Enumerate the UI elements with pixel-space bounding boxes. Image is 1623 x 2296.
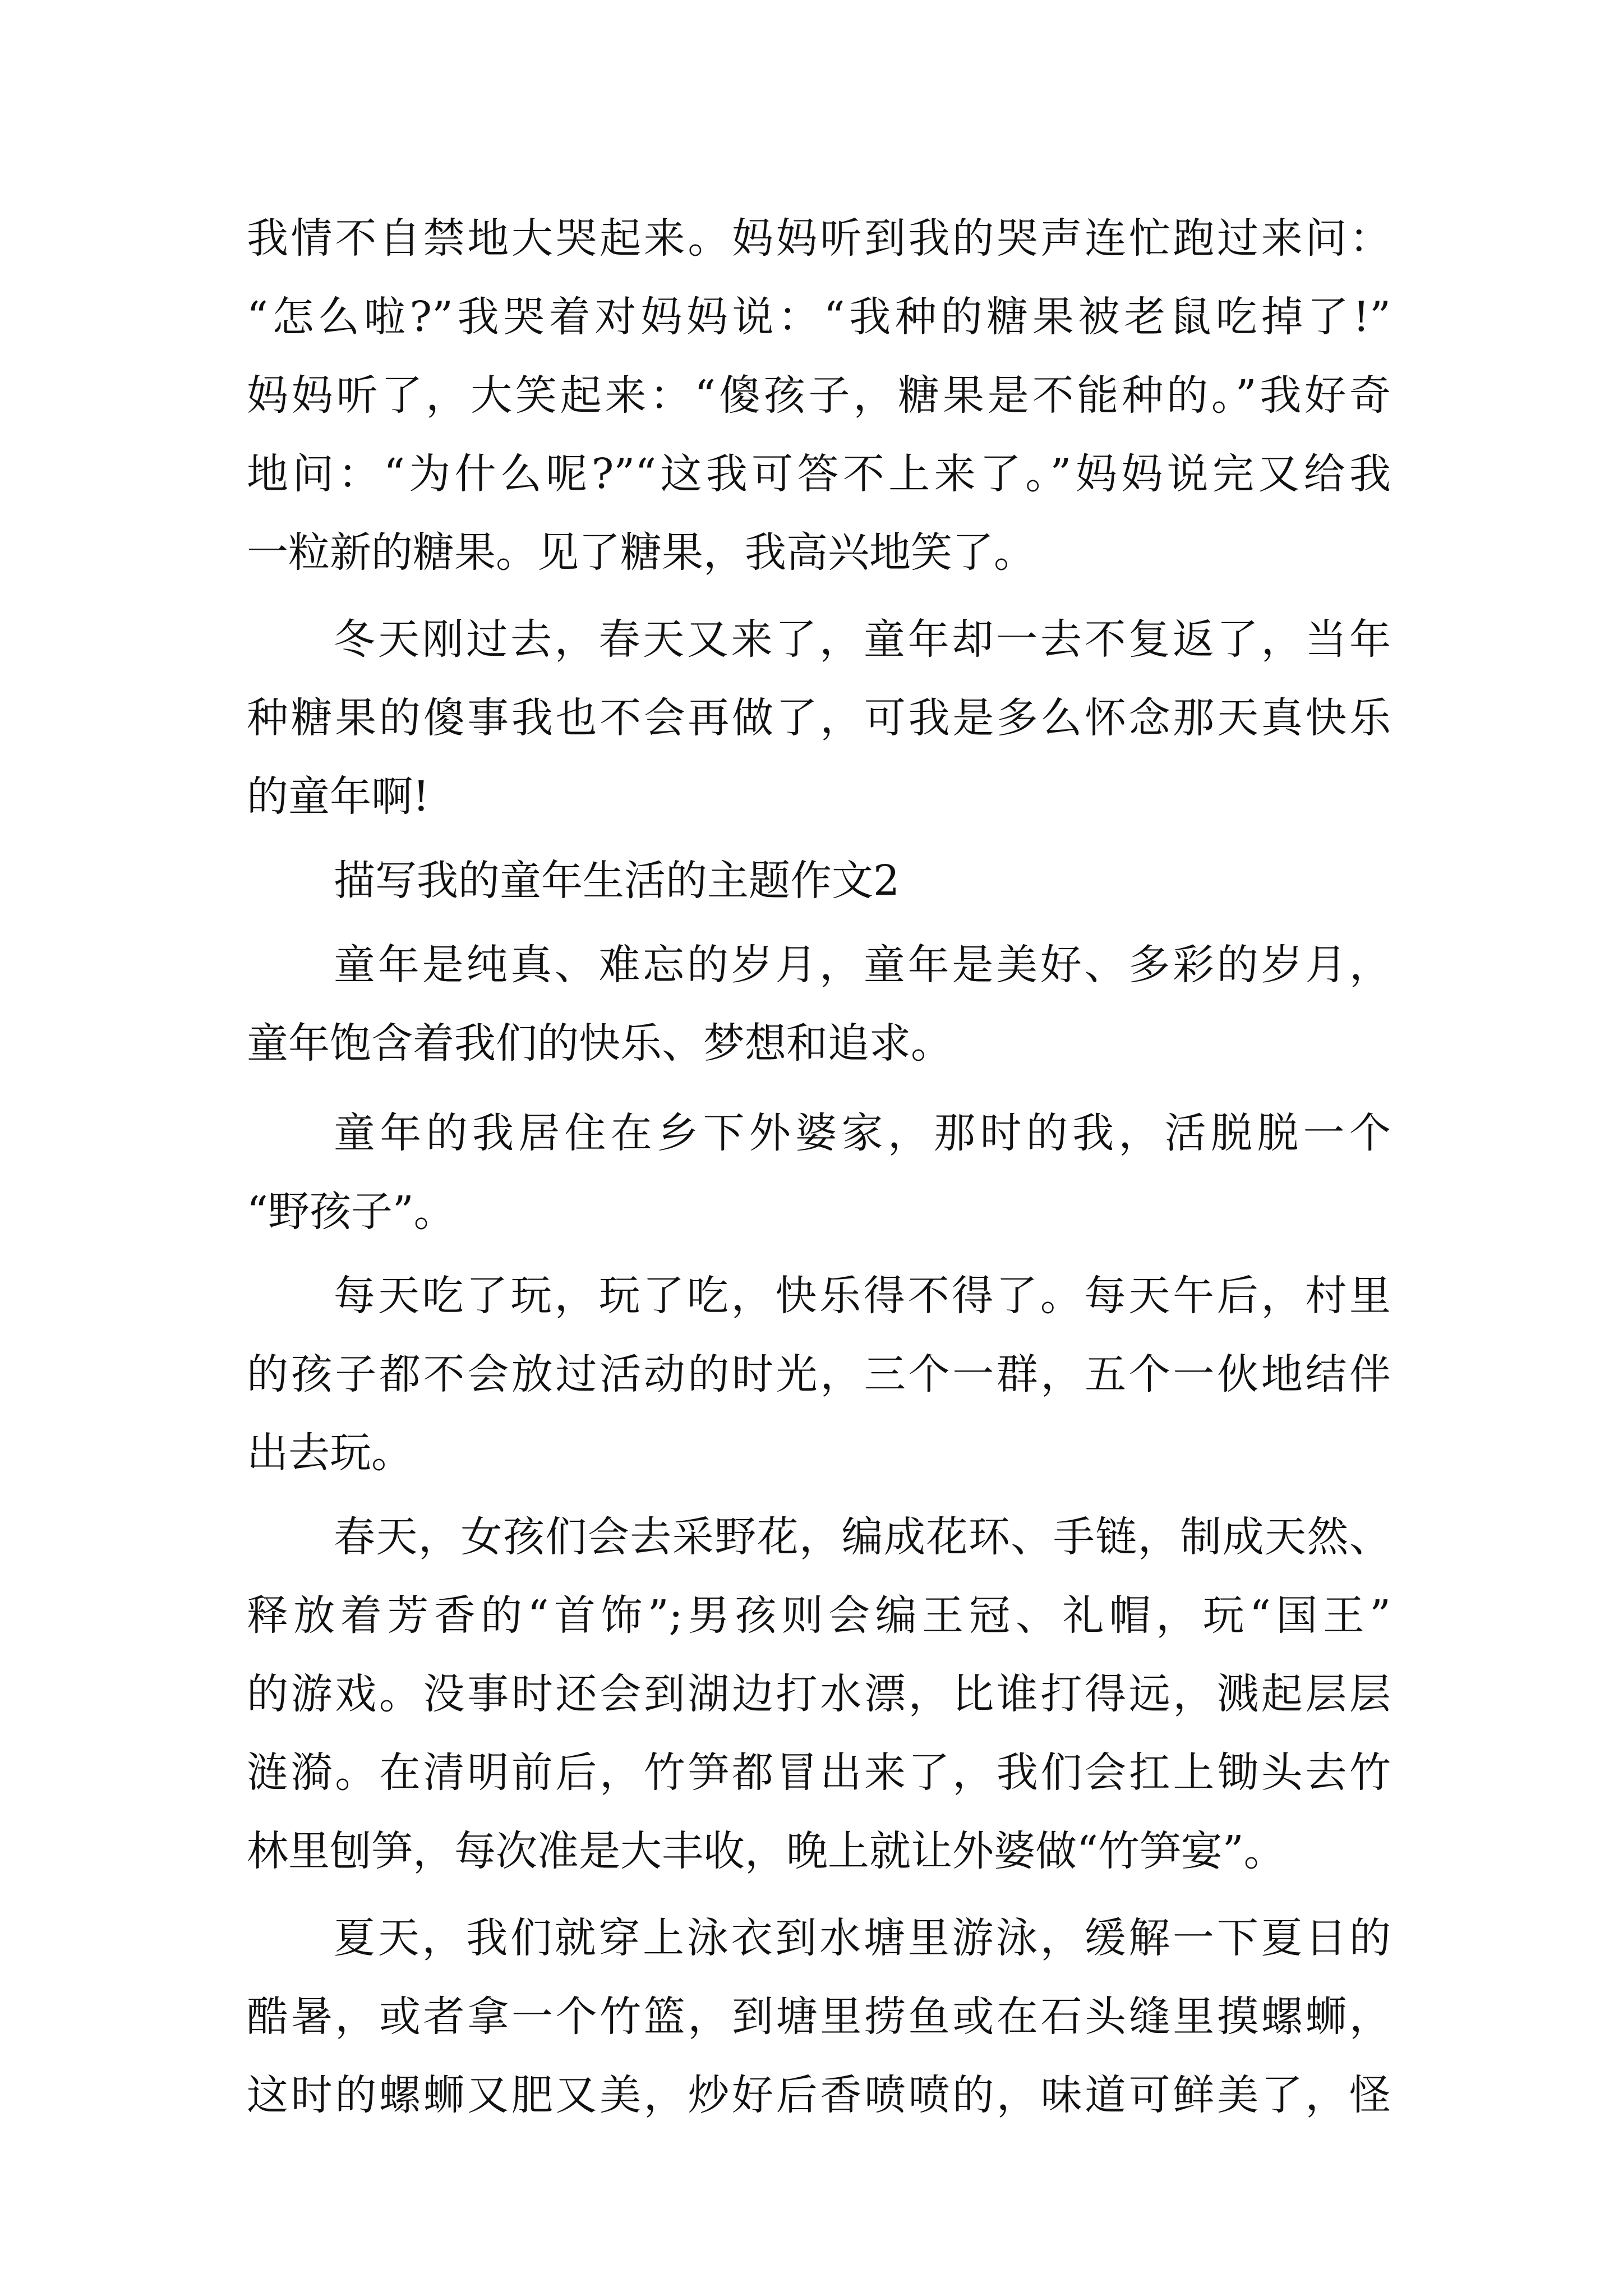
text-line: 涟漪。在清明前后，竹笋都冒出来了，我们会扛上锄头去竹: [247, 1749, 1391, 1797]
text-line: 的游戏。没事时还会到湖边打水漂，比谁打得远，溅起层层: [247, 1670, 1391, 1718]
text-line: 童年是纯真、难忘的岁月，童年是美好、多彩的岁月，: [334, 941, 1391, 989]
text-line: 我情不自禁地大哭起来。妈妈听到我的哭声连忙跑过来问：: [247, 214, 1391, 263]
text-line: “怎么啦?”我哭着对妈妈说：“我种的糖果被老鼠吃掉了!”: [247, 293, 1391, 341]
section-heading: 描写我的童年生活的主题作文2: [334, 857, 900, 905]
text-line: 林里刨笋，每次准是大丰收，晚上就让外婆做“竹笋宴”。: [247, 1827, 1285, 1875]
text-line: 地问：“为什么呢?”“这我可答不上来了。”妈妈说完又给我: [247, 450, 1391, 498]
text-line: 童年饱含着我们的快乐、梦想和追求。: [247, 1019, 952, 1068]
text-line: 妈妈听了，大笑起来：“傻孩子，糖果是不能种的。”我好奇: [247, 371, 1391, 420]
text-line: “野孩子”。: [247, 1188, 455, 1236]
text-line: 每天吃了玩，玩了吃，快乐得不得了。每天午后，村里: [334, 1272, 1391, 1320]
text-line: 出去玩。: [247, 1429, 413, 1477]
text-line: 春天，女孩们会去采野花，编成花环、手链，制成天然、: [334, 1513, 1391, 1561]
text-line: 的孩子都不会放过活动的时光，三个一群，五个一伙地结伴: [247, 1350, 1391, 1398]
text-line: 酷暑，或者拿一个竹篮，到塘里捞鱼或在石头缝里摸螺蛳，: [247, 1993, 1391, 2041]
text-line: 的童年啊!: [247, 772, 430, 821]
text-line: 夏天，我们就穿上泳衣到水塘里游泳，缓解一下夏日的: [334, 1914, 1391, 1962]
text-line: 这时的螺蛳又肥又美，炒好后香喷喷的，味道可鲜美了，怪: [247, 2071, 1391, 2119]
text-line: 童年的我居住在乡下外婆家，那时的我，活脱脱一个: [334, 1109, 1391, 1157]
text-line: 释放着芳香的“首饰”;男孩则会编王冠、礼帽，玩“国王”: [247, 1591, 1391, 1640]
text-line: 一粒新的糖果。见了糖果，我高兴地笑了。: [247, 528, 1035, 577]
text-line: 冬天刚过去，春天又来了，童年却一去不复返了，当年: [334, 615, 1391, 664]
text-line: 种糖果的傻事我也不会再做了，可我是多么怀念那天真快乐: [247, 694, 1391, 742]
